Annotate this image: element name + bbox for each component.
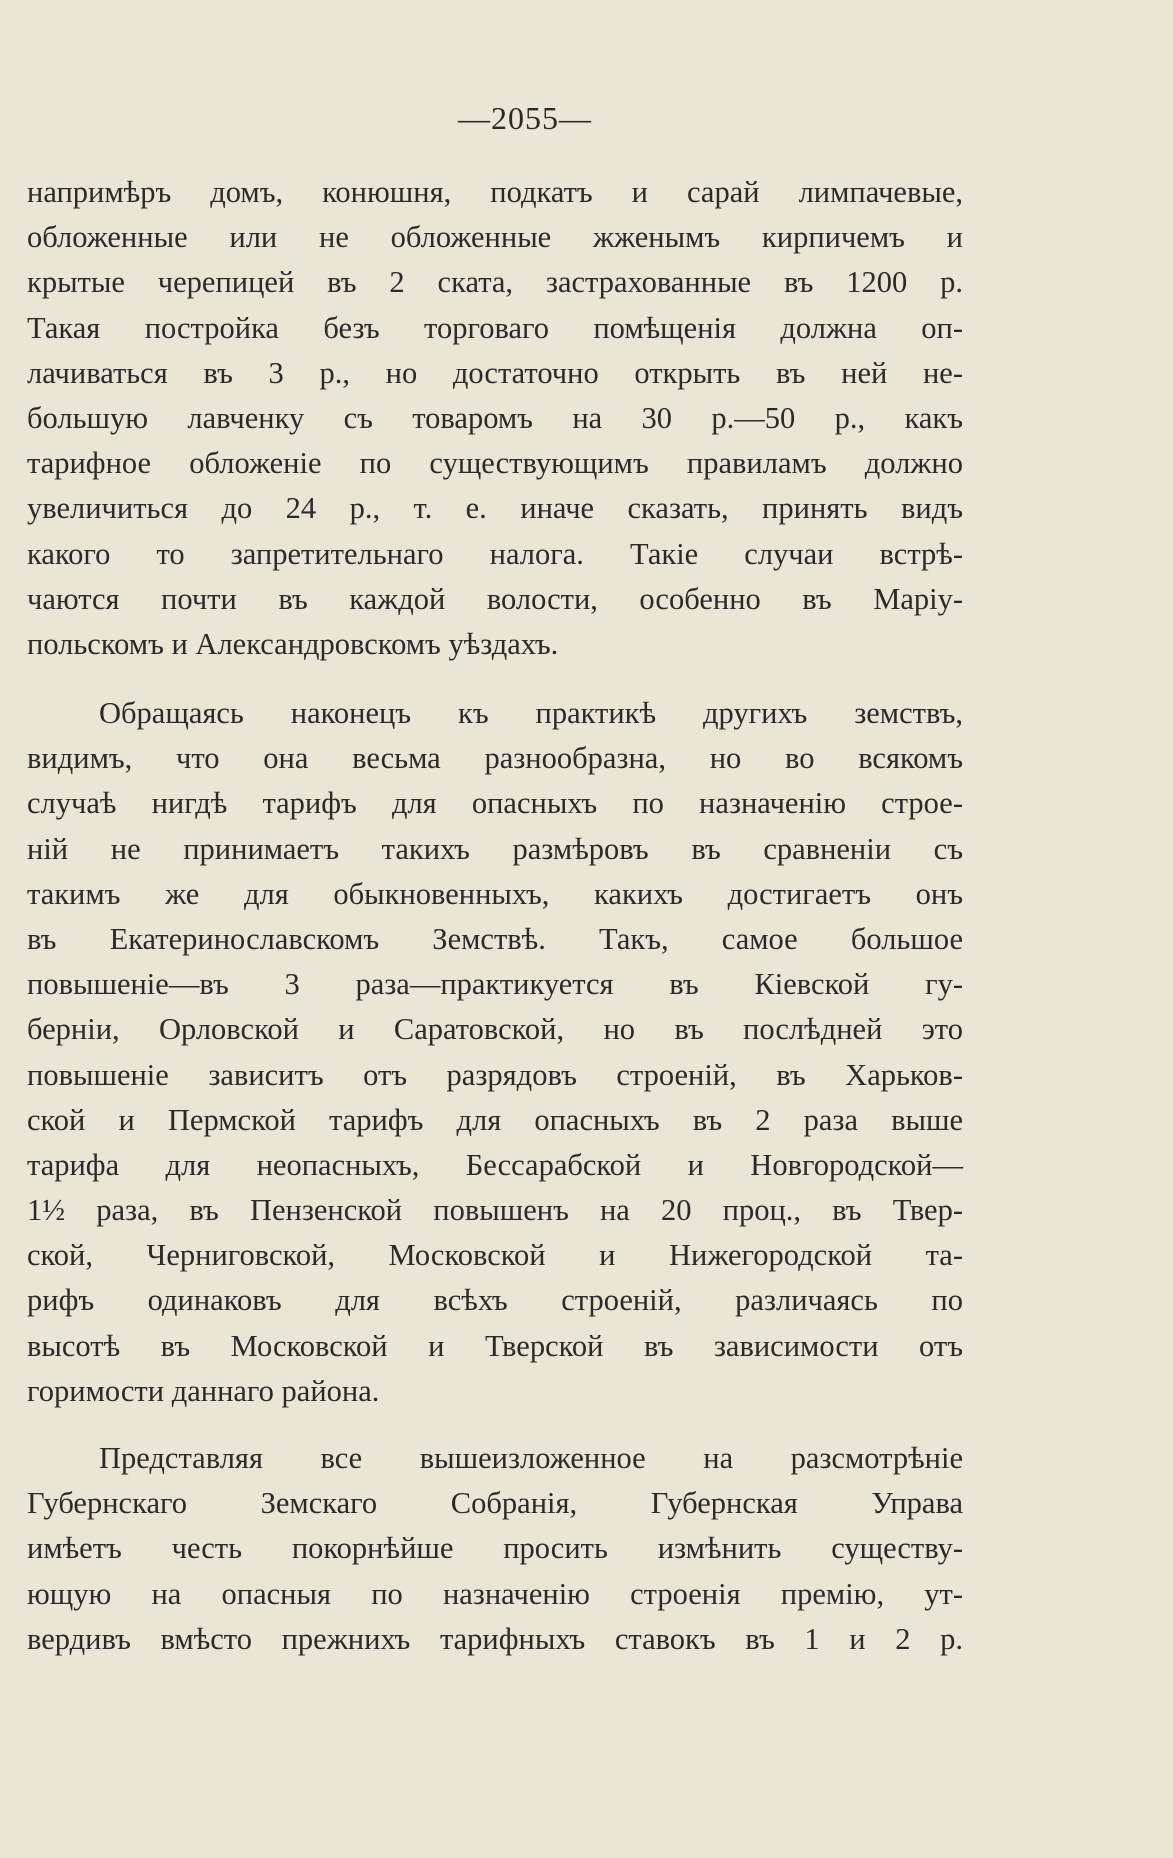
text-line: въ Екатеринославскомъ Земствѣ. Такъ, самое большое [27,921,963,956]
text-line: имѣетъ честь покорнѣйше просить измѣнить существу- [27,1531,963,1566]
text-line: повышеніе зависитъ отъ разрядовъ строеній, въ Харьков- [27,1057,963,1092]
text-line: ющую на опасныя по назначенію строенія премію, ут- [27,1576,963,1611]
text-line: горимости даннаго района. [27,1373,380,1408]
page-number: —2055— [458,100,592,136]
text-line: такимъ же для обыкновенныхъ, какихъ достигаетъ онъ [27,876,963,911]
paragraph-2 [27,691,963,1414]
text-line: напримѣръ домъ, конюшня, подкатъ и сарай лимпачевые, [27,175,963,209]
text-line: повышеніе—въ 3 раза—практикуется въ Кіевской гу- [27,967,963,1002]
text-line: Такая постройка безъ торговаго помѣщенія должна оп- [27,310,963,345]
text-line: обложенные или не обложенные жженымъ кирпичемъ и [27,220,963,255]
text-line: какого то запретительнаго налога. Такіе случаи встрѣ- [27,536,963,571]
text-line: берніи, Орловской и Саратовской, но въ послѣдней это [27,1012,963,1047]
text-line: ній не принимаетъ такихъ размѣровъ въ сравненіи съ [27,831,963,866]
text-line: случаѣ нигдѣ тарифъ для опасныхъ по назначенію строе- [27,786,963,821]
text-line: вердивъ вмѣсто прежнихъ тарифныхъ ставокъ въ 1 и 2 р. [27,1621,963,1656]
text-line: лачиваться въ 3 р., но достаточно открыть въ ней не- [27,355,963,390]
text-line: рифъ одинаковъ для всѣхъ строеній, различаясь по [27,1283,963,1318]
text-line: польскомъ и Александровскомъ уѣздахъ. [27,626,559,661]
text-line: крытые черепицей въ 2 ската, застрахованные въ 1200 р. [27,265,963,300]
text-line: Представляя все вышеизложенное на разсмотрѣніе [99,1441,963,1475]
text-line: 1½ раза, въ Пензенской повышенъ на 20 проц., въ Твер- [27,1193,963,1228]
text-line: ской и Пермской тарифъ для опасныхъ въ 2 раза выше [27,1102,963,1137]
text-line: большую лавченку съ товаромъ на 30 р.—50 р., какъ [27,400,963,435]
text-line: увеличиться до 24 р., т. е. иначе сказать, принять видъ [27,491,963,526]
paragraph-1 [27,170,963,667]
text-line: Губернскаго Земскаго Собранія, Губернская Управа [27,1486,963,1521]
text-line: видимъ, что она весьма разнообразна, но во всякомъ [27,741,963,776]
text-line: чаются почти въ каждой волости, особенно въ Маріу- [27,581,963,616]
text-line: Обращаясь наконецъ къ практикѣ другихъ земствъ, [99,696,963,730]
paragraph-3 [27,1436,963,1662]
text-line: ской, Черниговской, Московской и Нижегородской та- [27,1238,963,1273]
text-line: тарифное обложеніе по существующимъ правиламъ должно [27,446,963,481]
text-line: тарифа для неопасныхъ, Бессарабской и Новгородской— [27,1147,963,1182]
text-line: высотѣ въ Московской и Тверской въ зависимости отъ [27,1328,963,1363]
